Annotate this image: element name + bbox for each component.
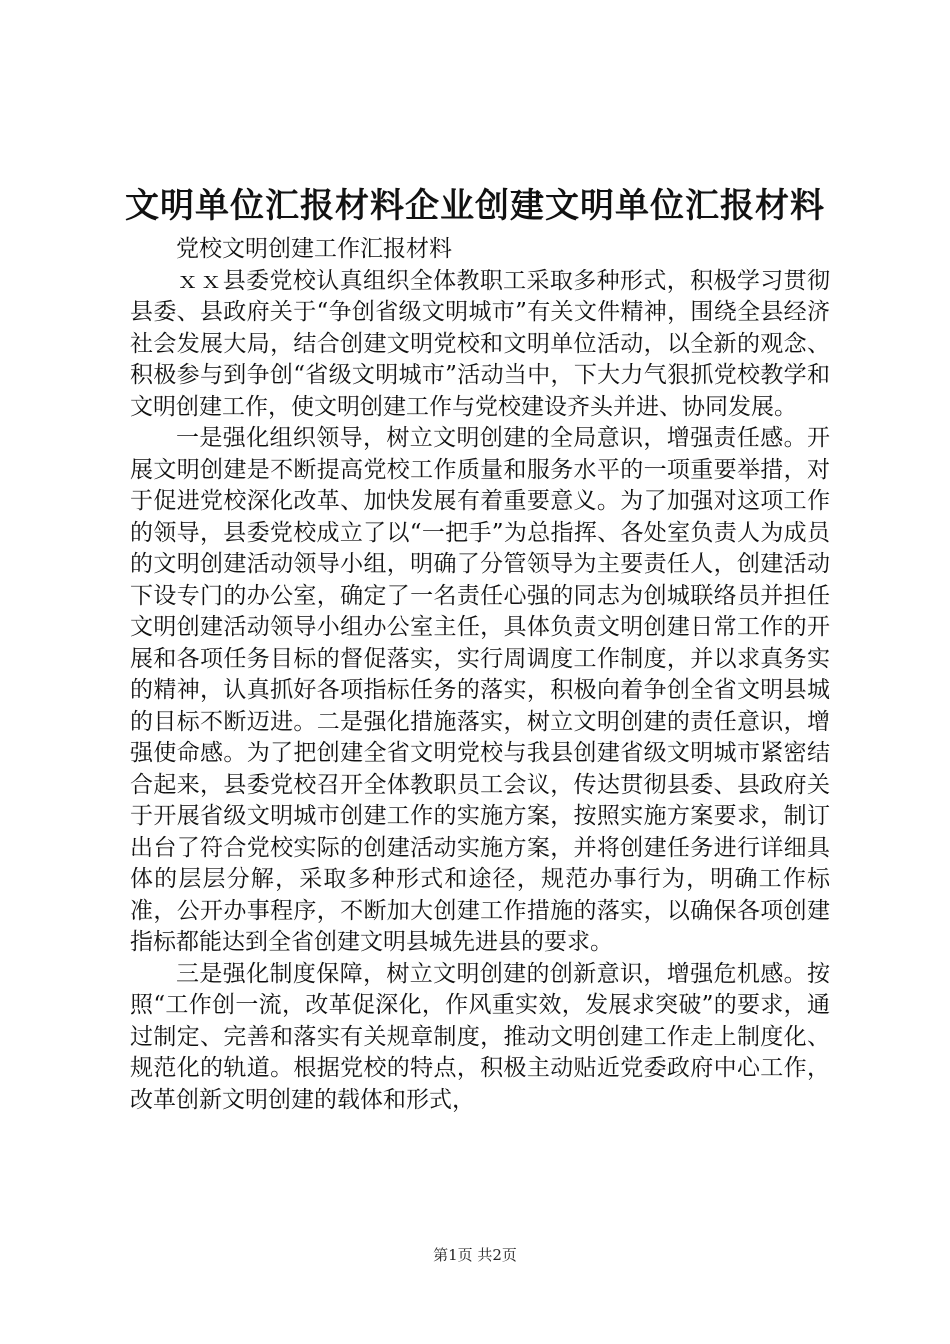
paragraph-system: 三是强化制度保障，树立文明创建的创新意识，增强危机感。按照“工作创一流，改革促深化，作风重实效，发展求突破”的要求，通过制定、完善和落实有关规章制度，推动文明创建工作走上制度化、规范化的轨道。根据党校的特点，积极主动贴近党委政府中心工作，改革创新文明创建的载体和形式， (130, 960, 830, 1113)
document-body (130, 234, 830, 1116)
document-subtitle: 党校文明创建工作汇报材料 (176, 236, 452, 262)
paragraph-intro: ｘｘ县委党校认真组织全体教职工采取多种形式，积极学习贯彻县委、县政府关于“争创省级文明城市”有关文件精神，围绕全县经济社会发展大局，结合创建文明党校和文明单位活动，以全新的观念、积极参与到争创“省级文明城市”活动当中，下大力气狠抓党校教学和文明创建工作，使文明创建工作与党校建设齐头并进、协同发展。 (130, 267, 830, 420)
paragraph-organization: 一是强化组织领导，树立文明创建的全局意识，增强责任感。开展文明创建是不断提高党校工作质量和服务水平的一项重要举措，对于促进党校深化改革、加快发展有着重要意义。为了加强对这项工作的领导，县委党校成立了以“一把手”为总指挥、各处室负责人为成员的文明创建活动领导小组，明确了分管领导为主要责任人，创建活动下设专门的办公室，确定了一名责任心强的同志为创城联络员并担任文明创建活动领导小组办公室主任，具体负责文明创建日常工作的开展和各项任务目标的督促落实，实行周调度工作制度，并以求真务实的精神，认真抓好各项指标任务的落实，积极向着争创全省文明县城的目标不断迈进。二是强化措施落实，树立文明创建的责任意识，增强使命感。为了把创建全省文明党校与我县创建省级文明城市紧密结合起来，县委党校召开全体教职员工会议，传达贯彻县委、县政府关于开展省级文明城市创建工作的实施方案，按照实施方案要求，制订出台了符合党校实际的创建活动实施方案，并将创建任务进行详细具体的层层分解，采取多种形式和途径，规范办事行为，明确工作标准，公开办事程序，不断加大创建工作措施的落实，以确保各项创建指标都能达到全省创建文明县城先进县的要求。 (130, 425, 830, 955)
page-number: 第1页 共2页 (433, 1246, 517, 1264)
document-title: 文明单位汇报材料企业创建文明单位汇报材料 (125, 186, 825, 226)
